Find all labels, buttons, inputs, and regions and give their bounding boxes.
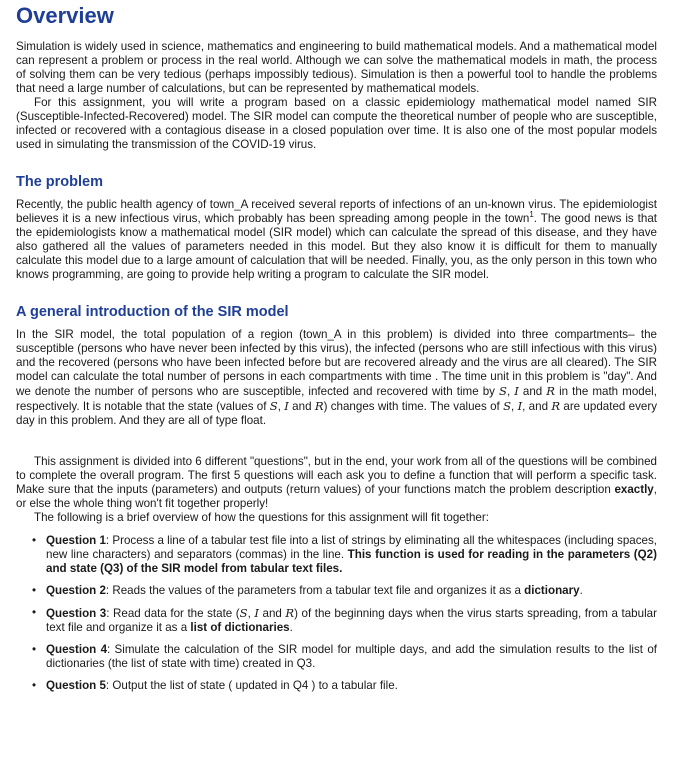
- question-3-sep: ,: [247, 607, 255, 620]
- var-r: R: [546, 384, 556, 398]
- question-2-text: : Reads the values of the parameters from a tabular text file and organizes it as a: [105, 584, 525, 597]
- assignment-text-a: This assignment is divided into 6 different "questions", but in the end, your work from all of the questions will be combined to complete the overall program. The first 5 questions will each ask you to define a function that will perform a specific task. Make sure that the inputs (parameters) and outputs (return values) of your functions match the problem description: [16, 455, 657, 496]
- problem-text-a: Recently, the public health agency of town_A received several reports of infections of an un-known virus. The epidemiologist believes it is a new infectious virus, which probably has been spreading among people in the town: [16, 198, 657, 225]
- overview-paragraph-2: For this assignment, you will write a program based on a classic epidemiology mathematical model named SIR (Susceptible-Infected-Recovered) model. The SIR model can compute the theoretical number of people who are susceptible, infected or recovered with a contagious disease in a closed population over time. It is also one of the most popular models used in simulating the transmission of the COVID-19 virus.: [16, 96, 657, 151]
- question-4-label: Question 4: [46, 643, 108, 656]
- question-2-label: Question 2: [46, 584, 106, 597]
- problem-paragraph: [16, 198, 657, 282]
- overview-paragraph-1: Simulation is widely used in science, mathematics and engineering to build mathematical models. And a mathematical model can represent a problem or process in the real world. Although we can solve the mathematical models in math, the process of solving them can be very tedious (perhaps impossibly tedious). Simulation is then a powerful tool to handle the problems that need a large number of calculations, but can be represented by mathematical models.: [16, 40, 657, 95]
- question-3-var-r: R: [285, 606, 295, 620]
- bullet-icon: •: [32, 534, 37, 547]
- question-3-end: .: [289, 621, 293, 634]
- question-3-item: [16, 606, 657, 635]
- assignment-bold-exactly: exactly: [614, 483, 654, 496]
- question-5-item: [16, 679, 657, 693]
- questions-list: [16, 534, 657, 693]
- question-3-var-s: S: [239, 606, 248, 620]
- question-3-bold: list of dictionaries: [190, 621, 290, 634]
- question-1-text: : Process a line of a tabular test file into a list of strings by eliminating all the whitespaces (including spaces, new line characters) and separators (commas) in the line.: [46, 534, 657, 561]
- sep-3: ,: [511, 400, 518, 413]
- and-1: and: [518, 385, 547, 398]
- footnote-mark[interactable]: 1: [529, 210, 534, 220]
- var-i-2: I: [284, 399, 289, 413]
- question-2-item: [16, 584, 657, 598]
- sir-intro-heading: A general introduction of the SIR model: [16, 304, 289, 320]
- question-4-text: : Simulate the calculation of the SIR model for multiple days, and add the simulation results to the list of dictionaries (the list of state with time) created in Q3.: [46, 643, 657, 670]
- sep-2: ,: [277, 400, 285, 413]
- question-3-label: Question 3: [46, 607, 107, 620]
- question-3-text-b: ) of the beginning days when the virus starts spreading, from a tabular text file and organize it as a: [46, 607, 657, 634]
- sir-intro-text-d: are updated every day in this problem. And they are all of type float.: [16, 400, 657, 427]
- bullet-icon: •: [32, 679, 37, 692]
- question-2-end: .: [579, 584, 583, 597]
- question-4-item: [16, 643, 657, 671]
- and-2: and: [288, 400, 315, 413]
- var-r-2: R: [314, 399, 324, 413]
- var-i-3: I: [517, 399, 523, 413]
- question-3-and: and: [258, 607, 286, 620]
- problem-heading: The problem: [16, 174, 104, 190]
- bullet-icon: •: [32, 643, 37, 656]
- question-3-text-a: : Read data for the state (: [106, 607, 240, 620]
- sir-intro-paragraph: [16, 328, 657, 428]
- question-5-text: : Output the list of state ( updated in Q4 ) to a tabular file.: [105, 679, 398, 692]
- question-1-bold: This function is used for reading in the parameters (Q2) and state (Q3) of the SIR model from tabular text files.: [46, 548, 657, 575]
- bullet-icon: •: [32, 606, 37, 619]
- sir-intro-text-a: In the SIR model, the total population of a region (town_A in this problem) is divided into three compartments– the susceptible (persons who have never been infected by this virus), the infected (persons who are still infectious with this virus) and the recovered (persons who have been infected before but are recovered already and the virus are all cleared). The SIR model can calculate the total number of persons in each compartments with time . The time unit in this problem is "day". And we denote the number of persons who are susceptible, infected and recovered with time by: [16, 328, 657, 398]
- question-3-var-i: I: [254, 606, 259, 620]
- assignment-text-b: , or else the whole thing won't fit together properly!: [16, 483, 657, 510]
- var-r-3: R: [551, 399, 561, 413]
- question-2-bold: dictionary: [524, 584, 580, 597]
- problem-text-b: . The good news is that the epidemiologists know a mathematical model (SIR model) which can calculate the spread of this disease, and they have also gathered all the values of parameters needed in this model. But they also know it is difficult for them to manually calculate this model due to a large amount of calculation that will be needed. Finally, you, as the only person in this town who knows programming, are going to provide help writing a program to calculate the SIR model.: [16, 212, 657, 281]
- sir-intro-text-b: in the math model, respectively. It is notable that the state (values of: [16, 385, 657, 413]
- question-5-label: Question 5: [46, 679, 106, 692]
- var-s: S: [499, 384, 507, 398]
- var-i: I: [514, 384, 519, 398]
- and-3: , and: [522, 400, 552, 413]
- bullet-icon: •: [32, 584, 37, 597]
- var-s-2: S: [269, 399, 278, 413]
- sep-1: ,: [506, 385, 515, 398]
- assignment-paragraph-1: [16, 455, 657, 511]
- assignment-paragraph-2: The following is a brief overview of how the questions for this assignment will fit together:: [34, 511, 489, 524]
- question-1-label: Question 1: [46, 534, 106, 547]
- sir-intro-text-c: ) changes with time. The values of: [323, 400, 504, 413]
- question-1-item: [16, 534, 657, 576]
- var-s-3: S: [503, 399, 512, 413]
- overview-heading: Overview: [16, 3, 114, 28]
